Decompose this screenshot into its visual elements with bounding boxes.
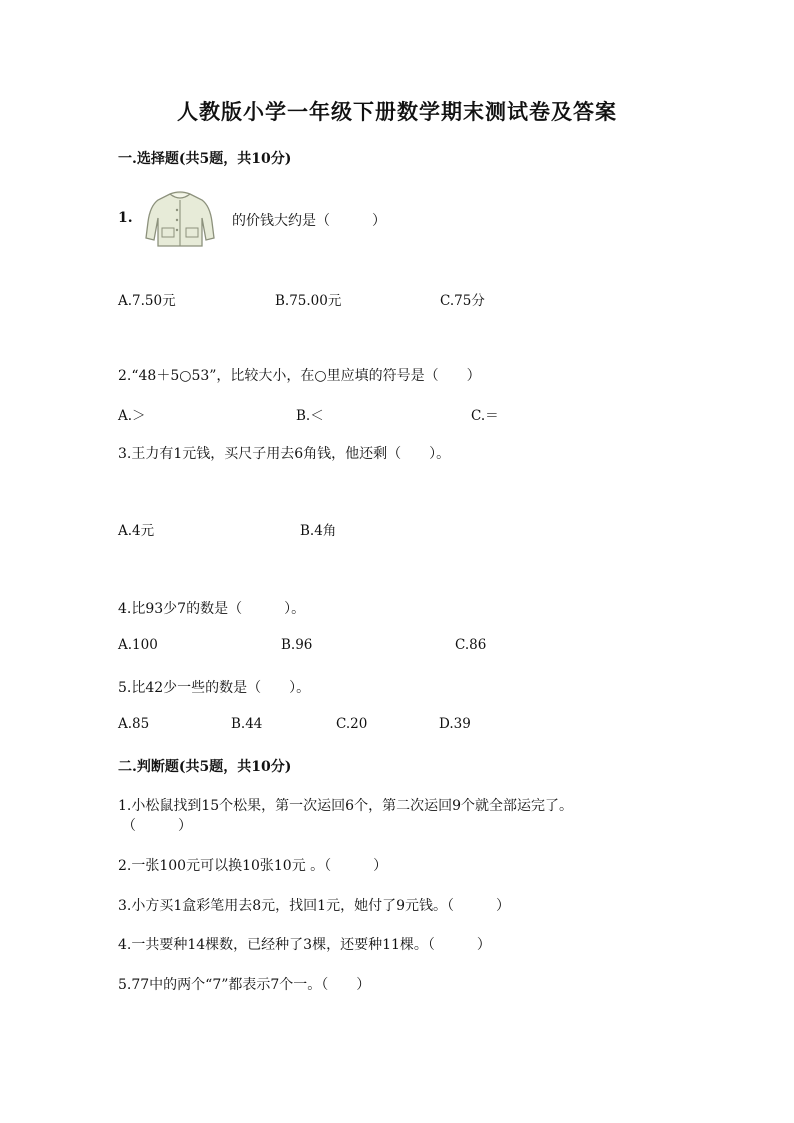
page-title: 人教版小学一年级下册数学期末测试卷及答案 (177, 99, 617, 124)
q2-option-a: A.＞ (118, 408, 146, 424)
q3-option-a: A.4元 (118, 523, 155, 539)
tf-question-4-text: 4.一共要种14棵数，已经种了3棵，还要种11棵。（ ） (118, 937, 491, 953)
q5-option-b: B.44 (231, 716, 263, 732)
section-heading-true-false: 二.判断题(共5题，共10分) (118, 759, 292, 775)
q4-option-a: A.100 (118, 637, 158, 653)
question-1-text: 的价钱大约是（ ） (232, 213, 386, 229)
tf-question-1-text: 1.小松鼠找到15个松果，第一次运回6个，第二次运回9个就全部运完了。 (118, 798, 573, 814)
q5-option-c: C.20 (336, 716, 368, 732)
tf-question-1-bracket: （ ） (122, 818, 192, 834)
tf-question-2-text: 2.一张100元可以换10张10元 。（ ） (118, 858, 388, 874)
q4-option-b: B.96 (281, 637, 313, 653)
q2-option-b: B.＜ (296, 408, 324, 424)
tf-question-5-text: 5.77中的两个“7”都表示7个一。（ ） (118, 977, 371, 993)
q5-option-a: A.85 (118, 716, 150, 732)
question-1-number: 1. (118, 210, 133, 226)
question-5-text: 5.比42少一些的数是（ ）。 (118, 680, 311, 696)
q1-option-a: A.7.50元 (118, 293, 176, 309)
q1-option-b: B.75.00元 (275, 293, 342, 309)
question-3-text: 3.王力有1元钱，买尺子用去6角钱，他还剩（ ）。 (118, 446, 451, 462)
question-4-text: 4.比93少7的数是（ ）。 (118, 601, 306, 617)
jacket-icon (144, 188, 216, 248)
question-2-text: 2.“48＋5○53”，比较大小，在○里应填的符号是（ ） (118, 368, 481, 384)
q4-option-c: C.86 (455, 637, 487, 653)
tf-question-3-text: 3.小方买1盒彩笔用去8元，找回1元，她付了9元钱。（ ） (118, 898, 510, 914)
q2-option-c: C.＝ (471, 408, 499, 424)
section-heading-multiple-choice: 一.选择题(共5题，共10分) (118, 151, 292, 167)
q1-option-c: C.75分 (440, 293, 485, 309)
q3-option-b: B.4角 (300, 523, 337, 539)
q5-option-d: D.39 (439, 716, 471, 732)
